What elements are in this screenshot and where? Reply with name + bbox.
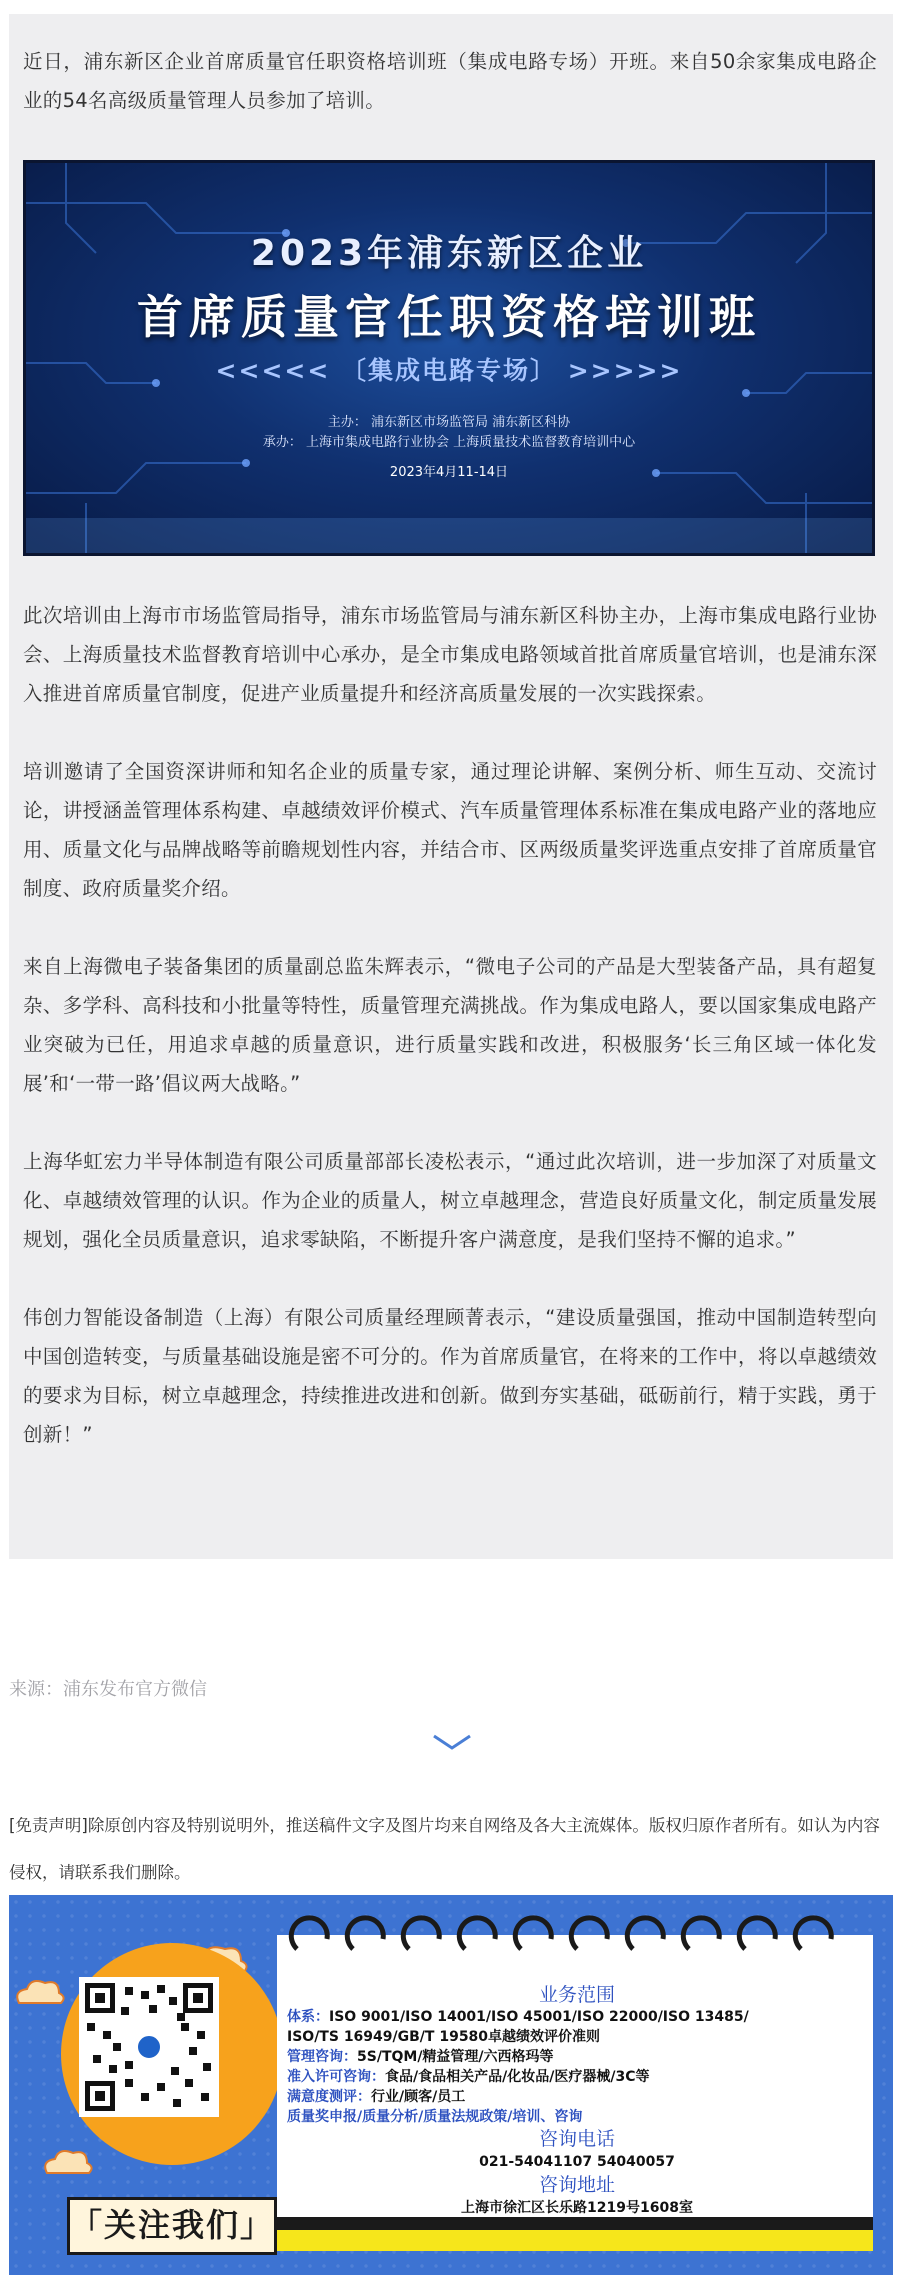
address-text: 上海市徐汇区长乐路1219号1608室: [461, 2200, 693, 2216]
notepad-content: [287, 1983, 867, 2219]
address-title: 咨询地址: [538, 2174, 615, 2196]
banner-title-line1: 2023年浦东新区企业: [250, 233, 648, 274]
cloud-decoration-icon: [39, 2143, 103, 2183]
article-body: [9, 14, 893, 1559]
service-line: 质量奖申报/质量分析/质量法规政策/培训、咨询: [287, 2109, 583, 2125]
cloud-decoration-icon: [11, 1973, 71, 2013]
disclaimer-text: [免责声明]除原创内容及特别说明外，推送稿件文字及图片均来自网络及各大主流媒体。版权归原作者所有。如认为内容侵权，请联系我们删除。: [9, 1816, 880, 1882]
service-notepad: [277, 1935, 873, 2251]
article-banner-image: [23, 160, 875, 556]
qr-code[interactable]: [79, 1977, 219, 2117]
follow-us-label: 「关注我们」: [67, 2197, 277, 2255]
phone-title: 咨询电话: [538, 2128, 615, 2150]
service-line: ISO/TS 16949/GB/T 19580卓越绩效评价准则: [287, 2029, 601, 2045]
service-line: 准入许可咨询：食品/食品相关产品/化妆品/医疗器械/3C等: [287, 2069, 650, 2085]
promo-card: [9, 1895, 893, 2275]
article-paragraph: 伟创力智能设备制造（上海）有限公司质量经理顾菁表示，“建设质量强国，推动中国制造转型向中国创造转变，与质量基础设施是密不可分的。作为首席质量官，在将来的工作中，将以卓越绩效的要求为目标，树立卓越理念，持续推进改进和创新。做到夯实基础，砥砺前行，精于实践，勇于创新！”: [23, 1306, 877, 1446]
banner-organizer: 主办： 浦东新区市场监管局 浦东新区科协: [327, 415, 571, 430]
notepad-rings-icon: [277, 1909, 873, 1969]
banner-date: 2023年4月11-14日: [389, 465, 509, 480]
notepad-yellow-strip: [277, 2227, 873, 2251]
service-line: 体系：ISO 9001/ISO 14001/ISO 45001/ISO 22000/ISO 13485/: [287, 2009, 749, 2025]
article-paragraph: 上海华虹宏力半导体制造有限公司质量部部长凌松表示，“通过此次培训，进一步加深了对质量文化、卓越绩效管理的认识。作为企业的质量人，树立卓越理念，营造良好质量文化，制定质量发展规划，强化全员质量意识，追求零缺陷，不断提升客户满意度，是我们坚持不懈的追求。”: [23, 1150, 877, 1251]
chevron-down-icon: [432, 1732, 472, 1754]
article-paragraph: 来自上海微电子装备集团的质量副总监朱辉表示，“微电子公司的产品是大型装备产品，具有超复杂、多学科、高科技和小批量等特性，质量管理充满挑战。作为集成电路人，要以国家集成电路产业突破为已任，用追求卓越的质量意识，进行质量实践和改进，积极服务‘长三角区域一体化发展’和‘一带一路’倡议两大战略。”: [23, 955, 877, 1095]
service-line: 管理咨询：5S/TQM/精益管理/六西格玛等: [287, 2049, 554, 2065]
service-line: 满意度测评：行业/顾客/员工: [287, 2089, 466, 2105]
business-scope-title: 业务范围: [538, 1984, 615, 2006]
article-paragraph: 此次培训由上海市市场监管局指导，浦东市场监管局与浦东新区科协主办，上海市集成电路行业协会、上海质量技术监督教育培训中心承办，是全市集成电路领域首批首席质量官培训，也是浦东深入推进首席质量官制度，促进产业质量提升和经济高质量发展的一次实践探索。: [23, 604, 877, 705]
phone-number: 021-54041107 54040057: [479, 2154, 675, 2170]
banner-co-organizer: 承办： 上海市集成电路行业协会 上海质量技术监督教育培训中心: [262, 435, 636, 450]
notepad-bottom-bar: [277, 2217, 873, 2227]
banner-subtitle: <<<<< 〔集成电路专场〕 >>>>>: [215, 356, 683, 385]
article-paragraph: 近日，浦东新区企业首席质量官任职资格培训班（集成电路专场）开班。来自50余家集成电路企业的54名高级质量管理人员参加了培训。: [23, 50, 877, 112]
qr-logo-icon: [135, 2033, 163, 2061]
source-credit: 来源：浦东发布官方微信: [9, 1679, 207, 1700]
article-paragraph: 培训邀请了全国资深讲师和知名企业的质量专家，通过理论讲解、案例分析、师生互动、交流讨论，讲授涵盖管理体系构建、卓越绩效评价模式、汽车质量管理体系标准在集成电路产业的落地应用、质量文化与品牌战略等前瞻规划性内容，并结合市、区两级质量奖评选重点安排了首席质量官制度、政府质量奖介绍。: [23, 760, 877, 900]
banner-title-line2: 首席质量官任职资格培训班: [137, 290, 761, 344]
